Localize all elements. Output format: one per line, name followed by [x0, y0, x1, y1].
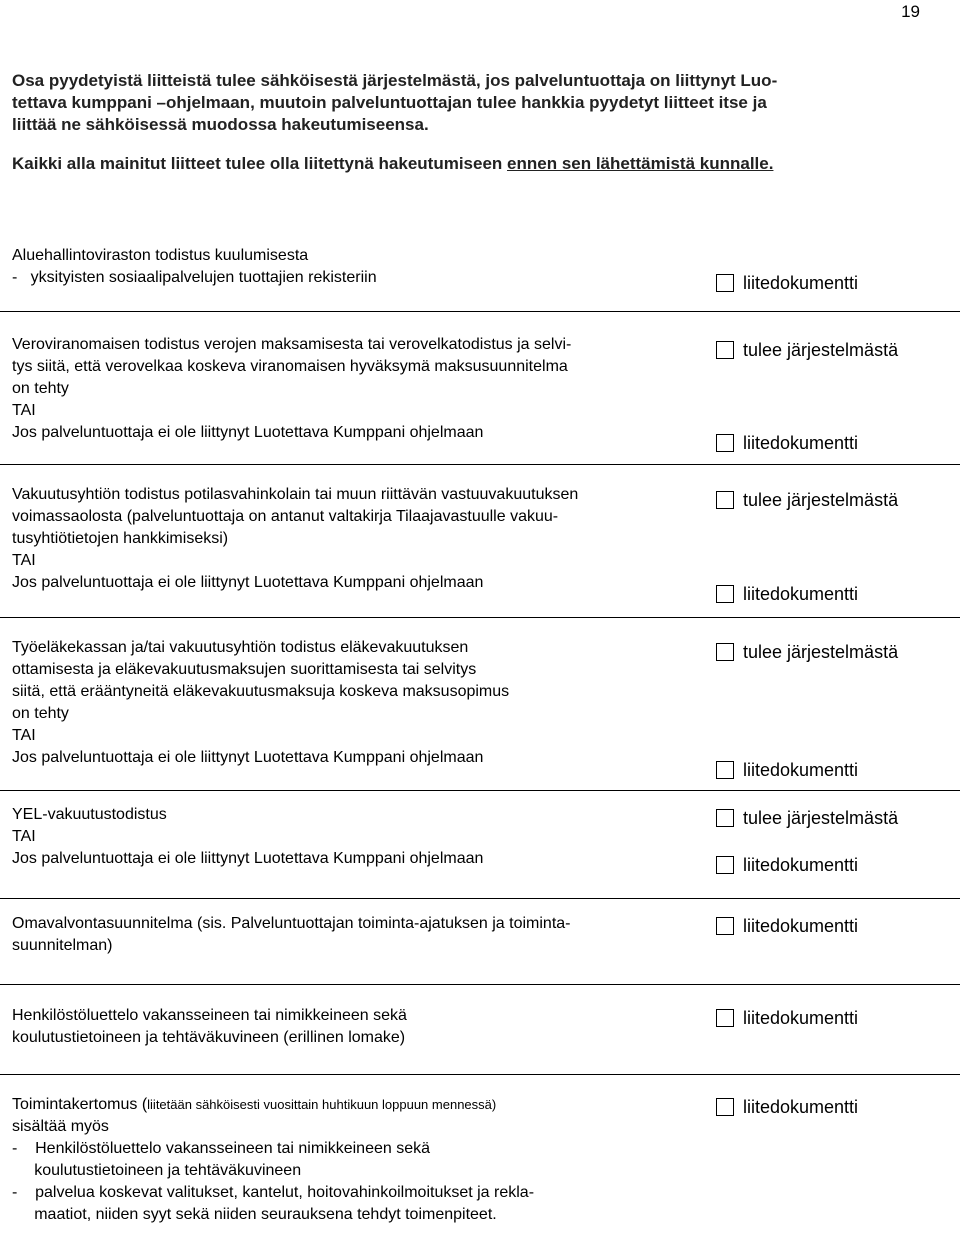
attachment-options	[702, 898, 960, 984]
attachment-options	[702, 790, 960, 898]
intro-paragraph	[12, 70, 956, 136]
attachment-description	[0, 1074, 702, 1246]
description-line: siitä, että erääntyneitä eläkevakuutusmaksuja koskeva maksusopimus	[12, 682, 510, 700]
option-label: tulee järjestelmästä	[743, 641, 899, 662]
description-line: tusyhtiötietojen hankkimiseksi)	[12, 529, 229, 547]
description-line: - yksityisten sosiaalipalvelujen tuottajien rekisteriin	[12, 269, 377, 286]
description-line: - Henkilöstöluettelo vakansseineen tai nimikkeineen sekä	[12, 1139, 431, 1157]
option-attachment[interactable]	[716, 854, 858, 876]
description-line: suunnitelman)	[12, 936, 113, 954]
checkbox[interactable]	[716, 341, 734, 359]
description-line: TAI	[12, 827, 36, 845]
option-label: liitedokumentti	[743, 1096, 859, 1117]
description-line: Jos palveluntuottaja ei ole liittynyt Luotettava Kumppani ohjelmaan	[12, 748, 484, 766]
attachment-row-pension	[0, 617, 960, 790]
description-line: Henkilöstöluettelo vakansseineen tai nimikkeineen sekä	[12, 1006, 407, 1024]
description-line	[12, 1094, 702, 1116]
description-line: Omavalvontasuunnitelma (sis. Palveluntuottajan toiminta-ajatuksen ja toiminta-	[12, 914, 571, 932]
attachment-row-tax	[0, 311, 960, 464]
checkbox[interactable]	[716, 1009, 734, 1027]
option-label: tulee järjestelmästä	[743, 807, 899, 828]
description-line: on tehty	[12, 704, 69, 722]
description-line: Työeläkekassan ja/tai vakuutusyhtiön todistus eläkevakuutuksen	[12, 638, 469, 656]
checkbox[interactable]	[716, 1098, 734, 1116]
description-line: Veroviranomaisen todistus verojen maksamisesta tai verovelkatodistus ja selvi-	[12, 335, 572, 353]
attachment-row-yel	[0, 790, 960, 898]
description-line: ottamisesta ja eläkevakuutusmaksujen suorittamisesta tai selvitys	[12, 660, 477, 678]
intro-line: Osa pyydetyistä liitteistä tulee sähköisestä järjestelmästä, jos palveluntuottaja on liittynyt Luo-	[12, 71, 778, 90]
attachment-row-insurance	[0, 464, 960, 617]
description-note: liitetään sähköisesti vuosittain huhtikuun loppuun mennessä)	[147, 1096, 497, 1112]
attachment-description	[0, 790, 702, 898]
attachment-description	[0, 311, 702, 464]
option-label: liitedokumentti	[743, 583, 859, 604]
attachment-row-avi	[0, 198, 960, 311]
option-attachment[interactable]	[716, 583, 858, 605]
description-line: TAI	[12, 551, 36, 569]
description-line: TAI	[12, 726, 36, 744]
option-label: liitedokumentti	[743, 1007, 859, 1028]
checkbox[interactable]	[716, 274, 734, 292]
option-electronic[interactable]	[716, 489, 898, 511]
description-line: sisältää myös	[12, 1117, 109, 1135]
attachment-row-annual-report	[0, 1074, 960, 1246]
attachment-description	[0, 617, 702, 790]
attachment-table	[0, 198, 960, 1246]
description-line: - palvelua koskevat valitukset, kantelut, hoitovahinkoilmoitukset ja rekla-	[12, 1183, 535, 1201]
intro-line: tettava kumppani –ohjelmaan, muutoin palveluntuottajan tulee hankkia pyydetyt liitteet itse ja	[12, 93, 767, 112]
option-label: liitedokumentti	[743, 273, 859, 293]
attachment-description	[0, 984, 702, 1074]
description-main: Toimintakertomus (	[12, 1095, 148, 1113]
description-line: on tehty	[12, 379, 69, 397]
checkbox[interactable]	[716, 434, 734, 452]
description-line: Jos palveluntuottaja ei ole liittynyt Luotettava Kumppani ohjelmaan	[12, 423, 484, 441]
attachment-options	[702, 617, 960, 790]
intro-text	[12, 70, 956, 175]
attachment-options	[702, 464, 960, 617]
checkbox[interactable]	[716, 809, 734, 827]
option-label: liitedokumentti	[743, 854, 859, 875]
description-line: tys siitä, että verovelkaa koskeva viranomaisen hyväksymä maksusuunnitelma	[12, 357, 568, 375]
deadline-note	[12, 153, 956, 175]
intro-line: liittää ne sähköisessä muodossa hakeutumiseensa.	[12, 115, 429, 134]
description-line: voimassaolosta (palveluntuottaja on antanut valtakirja Tilaajavastuulle vakuu-	[12, 507, 559, 525]
option-attachment[interactable]	[716, 1096, 858, 1118]
deadline-note-emphasis: ennen sen lähettämistä kunnalle.	[507, 154, 774, 173]
option-label: liitedokumentti	[743, 432, 859, 453]
attachment-description	[0, 464, 702, 617]
attachment-description	[0, 198, 702, 311]
description-line: Aluehallintoviraston todistus kuulumisesta	[12, 247, 309, 264]
checkbox[interactable]	[716, 585, 734, 603]
description-line: YEL-vakuutustodistus	[12, 805, 167, 823]
attachment-description	[0, 898, 702, 984]
option-label: liitedokumentti	[743, 759, 859, 780]
description-line: Jos palveluntuottaja ei ole liittynyt Luotettava Kumppani ohjelmaan	[12, 573, 484, 591]
checkbox[interactable]	[716, 491, 734, 509]
checkbox[interactable]	[716, 917, 734, 935]
description-line: koulutustietoineen ja tehtäväkuvineen (erillinen lomake)	[12, 1028, 406, 1046]
description-line: maatiot, niiden syyt sekä niiden seurauksena tehdyt toimenpiteet.	[12, 1205, 497, 1223]
attachment-row-personnel	[0, 984, 960, 1074]
option-label: tulee järjestelmästä	[743, 489, 899, 510]
description-line: Vakuutusyhtiön todistus potilasvahinkolain tai muun riittävän vastuuvakuutuksen	[12, 485, 579, 503]
description-line: TAI	[12, 401, 36, 419]
checkbox[interactable]	[716, 761, 734, 779]
option-attachment[interactable]	[716, 272, 858, 294]
checkbox[interactable]	[716, 856, 734, 874]
option-attachment[interactable]	[716, 432, 858, 454]
description-line: Jos palveluntuottaja ei ole liittynyt Luotettava Kumppani ohjelmaan	[12, 849, 484, 867]
deadline-note-text: Kaikki alla mainitut liitteet tulee olla liitettynä hakeutumiseen	[12, 154, 508, 173]
option-electronic[interactable]	[716, 807, 898, 829]
option-electronic[interactable]	[716, 339, 898, 361]
attachment-row-self-monitoring	[0, 898, 960, 984]
attachment-options	[702, 198, 960, 311]
attachment-options	[702, 984, 960, 1074]
attachment-options	[702, 1074, 960, 1246]
option-label: liitedokumentti	[743, 915, 859, 936]
checkbox[interactable]	[716, 643, 734, 661]
option-attachment[interactable]	[716, 1007, 858, 1029]
description-line: koulutustietoineen ja tehtäväkuvineen	[12, 1161, 302, 1179]
option-attachment[interactable]	[716, 915, 858, 937]
option-label: tulee järjestelmästä	[743, 339, 899, 360]
attachment-options	[702, 311, 960, 464]
page-number: 19	[901, 2, 920, 21]
option-attachment[interactable]	[716, 759, 858, 781]
option-electronic[interactable]	[716, 641, 898, 663]
